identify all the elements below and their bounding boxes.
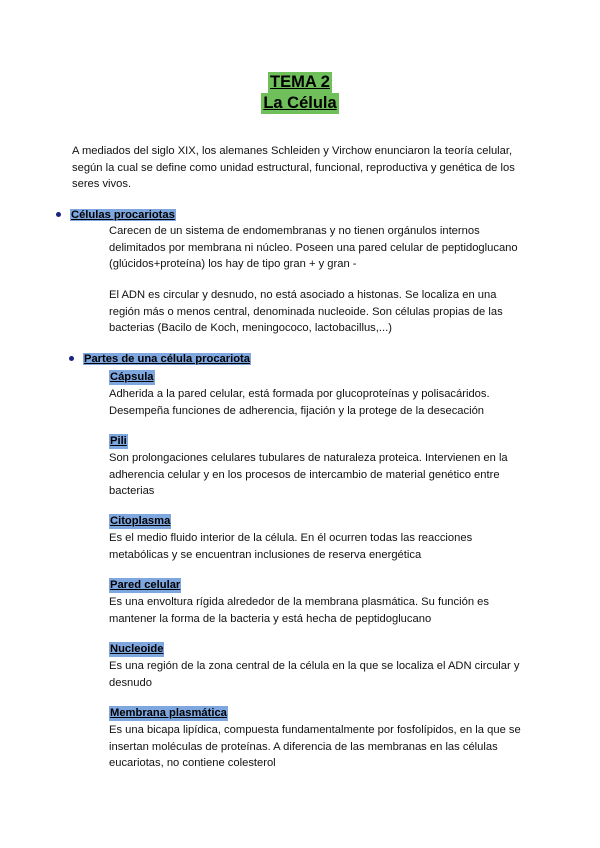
section-heading: Nucleoide: [110, 643, 164, 655]
section-heading: Pared celular: [110, 579, 181, 591]
section-heading: Cápsula: [110, 371, 154, 383]
section-pared-celular: [109, 575, 534, 627]
bullet-dot-icon: [69, 356, 74, 361]
section-membrana-plasmatica: [109, 703, 534, 772]
partes-heading: Partes de una célula procariota: [84, 353, 251, 365]
section-capsula: [109, 367, 534, 419]
section-nucleoide: [109, 639, 534, 691]
section-heading: Membrana plasmática: [110, 707, 227, 719]
procariotas-paragraph-2: El ADN es circular y desnudo, no está asociado a histonas. Se localiza en una región más o menos central, denominada nucleoide. Son células propias de las bacterias (Bacilo de Koch, meningococo, lactobacillus,...): [109, 289, 503, 334]
section-text: Es una región de la zona central de la célula en la que se localiza el ADN circular y desnudo: [109, 660, 520, 689]
section-text: Es el medio fluido interior de la célula. En él ocurren todas las reacciones metabólicas y se encuentran inclusiones de reserva energética: [109, 532, 473, 561]
section-heading: Citoplasma: [110, 515, 171, 527]
section-text: Es una bicapa lipídica, compuesta fundamentalmente por fosfolípidos, en la que se insertan moléculas de proteínas. A diferencia de las membranas en las células eucariotas, no contiene colesterol: [109, 724, 521, 769]
section-pili: [109, 431, 534, 500]
section-text: Adherida a la pared celular, está formada por glucoproteínas y polisacáridos. Desempeña funciones de adherencia, fijación y la protege de la desecación: [109, 388, 490, 417]
title-subject: La Célula: [263, 94, 337, 112]
procariotas-heading: Células procariotas: [71, 209, 175, 221]
bullet-dot-icon: [56, 212, 61, 217]
title-topic: TEMA 2: [270, 73, 330, 91]
section-citoplasma: [109, 511, 534, 563]
bullet-partes: [69, 352, 251, 367]
intro-paragraph: A mediados del siglo XIX, los alemanes Schleiden y Virchow enunciaron la teoría celular, según la cual se define como unidad estructural, funcional, reproductiva y genética de los seres vivos.: [72, 145, 515, 190]
section-heading: Pili: [110, 435, 127, 447]
section-text: Es una envoltura rígida alrededor de la membrana plasmática. Su función es mantener la forma de la bacteria y está hecha de peptidoglucano: [109, 596, 489, 625]
section-text: Son prolongaciones celulares tubulares de naturaleza proteica. Intervienen en la adherencia celular y en los procesos de intercambio de material genético entre bacterias: [109, 452, 508, 497]
procariotas-paragraph-1: Carecen de un sistema de endomembranas y no tienen orgánulos internos delimitados por membrana ni núcleo. Poseen una pared celular de peptidoglucano (glúcidos+proteína) los hay de tipo gran + y gran -: [109, 225, 518, 270]
bullet-procariotas: [56, 208, 176, 223]
document-title: [0, 72, 600, 114]
